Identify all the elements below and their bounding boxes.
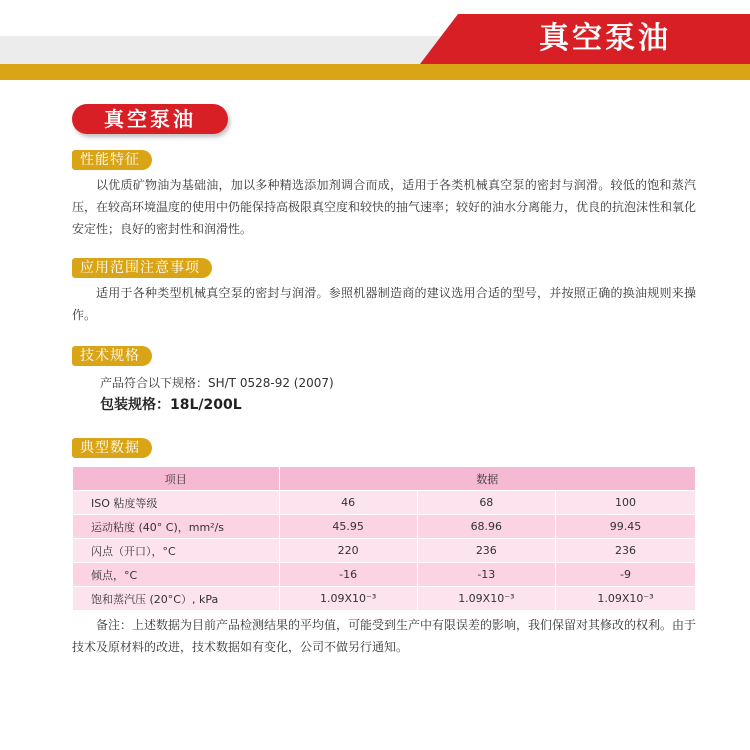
header-gold-band [0,64,750,80]
table-row [73,539,696,563]
table-header-row [73,467,696,491]
row-value: 99.45 [555,515,695,539]
table-row [73,491,696,515]
row-value: 1.09X10⁻³ [417,587,555,611]
row-value: 236 [417,539,555,563]
section-title-application: 应用范围注意事项 [72,258,212,278]
row-value: -13 [417,563,555,587]
row-label: 倾点，°C [73,563,280,587]
product-name-pill: 真空泵油 [72,104,228,134]
performance-text: 以优质矿物油为基础油，加以多种精选添加剂调合而成，适用于各类机械真空泵的密封与润滑。较低的饱和蒸汽压，在较高环境温度的使用中仍能保持高极限真空度和较快的抽气速率；较好的油水分离能力，优良的抗泡沫性和氧化安定性；良好的密封性和润滑性。 [72,178,697,236]
typical-data-table [72,466,696,611]
row-label: 运动粘度 (40° C)，mm²/s [73,515,280,539]
application-text: 适用于各种类型机械真空泵的密封与润滑。参照机器制造商的建议选用合适的型号，并按照正确的换油规则来操作。 [72,286,696,322]
footnote-text: 备注：上述数据为目前产品检测结果的平均值，可能受到生产中有限误差的影响，我们保留对其修改的权利。由于技术及原材料的改进，技术数据如有变化，公司不做另行通知。 [72,618,697,654]
row-label: ISO 粘度等级 [73,491,280,515]
row-value: 45.95 [279,515,417,539]
row-value: 236 [555,539,695,563]
spec-standard: 产品符合以下规格：SH/T 0528-92 (2007) [100,376,334,390]
table-row [73,587,696,611]
row-value: 100 [555,491,695,515]
header-title: 真空泵油 [539,21,671,56]
row-value: -16 [279,563,417,587]
row-label: 闪点（开口），°C [73,539,280,563]
table-row [73,515,696,539]
row-value: 220 [279,539,417,563]
section-title-performance: 性能特征 [72,150,152,170]
table-header-data: 数据 [279,467,695,491]
table-row [73,563,696,587]
row-value: 68.96 [417,515,555,539]
row-label: 饱和蒸汽压 (20°C）, kPa [73,587,280,611]
row-value: 46 [279,491,417,515]
table-header-item: 项目 [73,467,280,491]
row-value: 1.09X10⁻³ [555,587,695,611]
section-title-typical: 典型数据 [72,438,152,458]
spec-packaging: 包装规格：18L/200L [100,397,242,413]
row-value: 68 [417,491,555,515]
section-title-specs: 技术规格 [72,346,152,366]
row-value: -9 [555,563,695,587]
row-value: 1.09X10⁻³ [279,587,417,611]
